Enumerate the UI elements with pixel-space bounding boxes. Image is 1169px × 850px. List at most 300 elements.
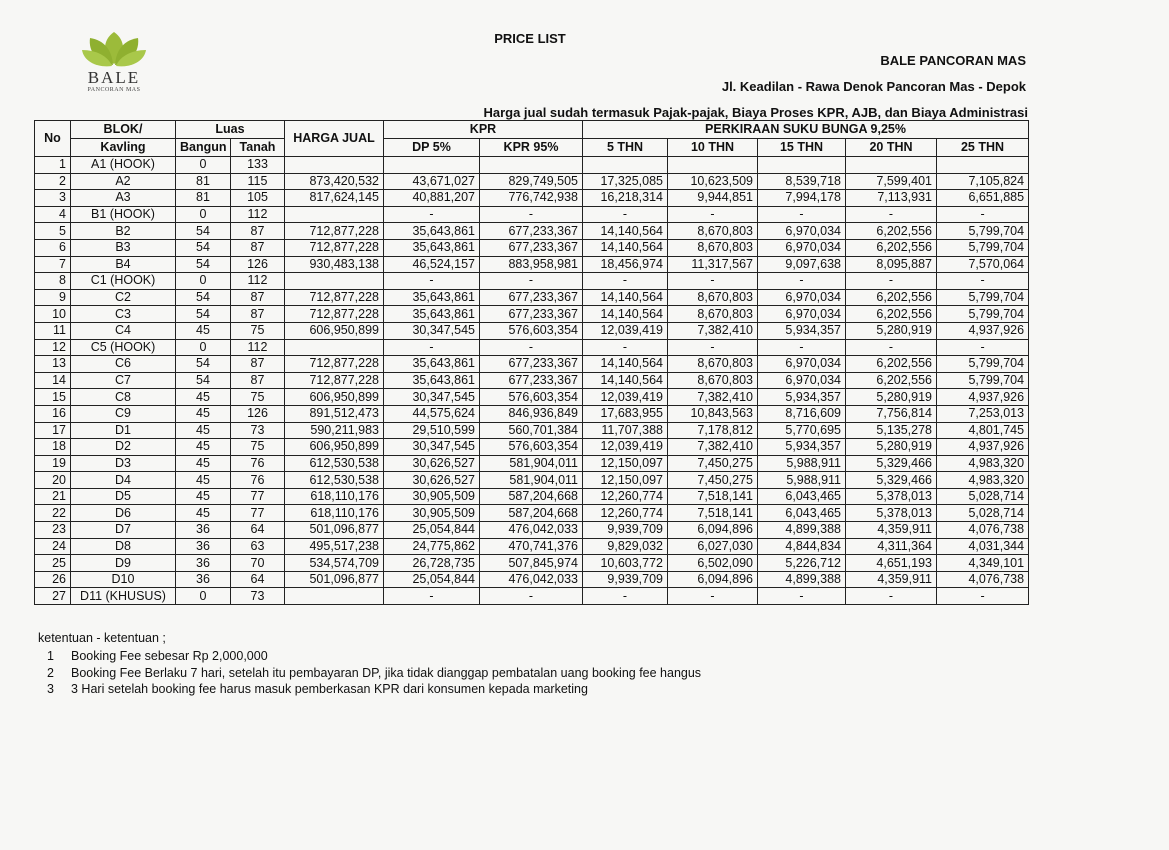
term-text: Booking Fee Berlaku 7 hari, setelah itu pembayaran DP, jika tidak dianggap pembatalan uang booking fee hangus: [71, 665, 702, 680]
cell-5thn: 11,707,388: [583, 422, 668, 439]
cell-harga-jual: 618,110,176: [285, 505, 384, 522]
cell-15thn: 4,844,834: [758, 538, 846, 555]
cell-25thn: 5,799,704: [937, 223, 1029, 240]
header-kpr: KPR: [384, 121, 583, 139]
cell-harga-jual: 712,877,228: [285, 372, 384, 389]
cell-20thn: 6,202,556: [846, 306, 937, 323]
cell-bangun: 0: [176, 339, 231, 356]
cell-15thn: 5,988,911: [758, 455, 846, 472]
cell-harga-jual: 618,110,176: [285, 488, 384, 505]
cell-5thn: 9,829,032: [583, 538, 668, 555]
cell-15thn: 6,970,034: [758, 306, 846, 323]
cell-tanah: 105: [231, 190, 285, 207]
cell-kavling: D6: [71, 505, 176, 522]
cell-dp: 35,643,861: [384, 239, 480, 256]
cell-15thn: 4,899,388: [758, 522, 846, 539]
cell-20thn: 5,329,466: [846, 455, 937, 472]
cell-10thn: -: [668, 206, 758, 223]
cell-tanah: 64: [231, 571, 285, 588]
cell-no: 8: [35, 273, 71, 290]
cell-25thn: 7,253,013: [937, 405, 1029, 422]
cell-5thn: 9,939,709: [583, 571, 668, 588]
cell-25thn: 5,799,704: [937, 356, 1029, 373]
cell-kpr95: 776,742,938: [480, 190, 583, 207]
cell-dp: 25,054,844: [384, 522, 480, 539]
cell-dp: 30,347,545: [384, 439, 480, 456]
cell-kpr95: 560,701,384: [480, 422, 583, 439]
cell-25thn: 4,937,926: [937, 389, 1029, 406]
table-row: [35, 405, 1029, 422]
cell-bangun: 81: [176, 173, 231, 190]
cell-bangun: 0: [176, 273, 231, 290]
cell-25thn: 5,028,714: [937, 505, 1029, 522]
cell-kpr95: 677,233,367: [480, 289, 583, 306]
cell-10thn: 10,843,563: [668, 405, 758, 422]
cell-no: 6: [35, 239, 71, 256]
cell-no: 24: [35, 538, 71, 555]
cell-kavling: C4: [71, 322, 176, 339]
cell-bangun: 45: [176, 389, 231, 406]
cell-10thn: 6,502,090: [668, 555, 758, 572]
cell-harga-jual: 606,950,899: [285, 322, 384, 339]
cell-kavling: A2: [71, 173, 176, 190]
cell-harga-jual: [285, 206, 384, 223]
cell-bangun: 45: [176, 472, 231, 489]
cell-kpr95: 476,042,033: [480, 571, 583, 588]
logo-subtitle: PANCORAN MAS: [87, 87, 141, 93]
cell-harga-jual: 501,096,877: [285, 571, 384, 588]
table-row: [35, 356, 1029, 373]
cell-bangun: 45: [176, 405, 231, 422]
cell-15thn: 6,970,034: [758, 356, 846, 373]
cell-25thn: 4,983,320: [937, 455, 1029, 472]
cell-5thn: 9,939,709: [583, 522, 668, 539]
cell-dp: 43,671,027: [384, 173, 480, 190]
cell-kavling: C5 (HOOK): [71, 339, 176, 356]
cell-bangun: 54: [176, 223, 231, 240]
cell-dp: 30,626,527: [384, 472, 480, 489]
cell-dp: -: [384, 588, 480, 605]
cell-15thn: 6,970,034: [758, 372, 846, 389]
cell-harga-jual: 495,517,238: [285, 538, 384, 555]
cell-5thn: 12,039,419: [583, 439, 668, 456]
cell-dp: [384, 157, 480, 174]
term-number: 1: [47, 649, 54, 663]
table-row: [35, 173, 1029, 190]
cell-tanah: 76: [231, 472, 285, 489]
header-harga-jual: HARGA JUAL: [285, 121, 384, 157]
cell-25thn: -: [937, 206, 1029, 223]
cell-no: 4: [35, 206, 71, 223]
cell-kpr95: 581,904,011: [480, 455, 583, 472]
cell-tanah: 75: [231, 389, 285, 406]
cell-kavling: C2: [71, 289, 176, 306]
cell-10thn: 7,382,410: [668, 439, 758, 456]
cell-25thn: 7,105,824: [937, 173, 1029, 190]
term-item: [38, 681, 701, 698]
table-row: [35, 422, 1029, 439]
cell-20thn: -: [846, 339, 937, 356]
header-5thn: 5 THN: [583, 139, 668, 157]
cell-kpr95: 677,233,367: [480, 223, 583, 240]
cell-kavling: D1: [71, 422, 176, 439]
cell-harga-jual: [285, 273, 384, 290]
table-row: [35, 488, 1029, 505]
cell-kpr95: 470,741,376: [480, 538, 583, 555]
price-table: [34, 120, 1029, 605]
cell-20thn: 4,359,911: [846, 522, 937, 539]
cell-15thn: 7,994,178: [758, 190, 846, 207]
cell-5thn: 12,150,097: [583, 455, 668, 472]
cell-10thn: 6,094,896: [668, 522, 758, 539]
cell-kpr95: -: [480, 206, 583, 223]
cell-tanah: 87: [231, 239, 285, 256]
cell-5thn: 16,218,314: [583, 190, 668, 207]
cell-kpr95: 587,204,668: [480, 505, 583, 522]
cell-15thn: [758, 157, 846, 174]
cell-no: 16: [35, 405, 71, 422]
cell-15thn: 6,970,034: [758, 239, 846, 256]
cell-harga-jual: 873,420,532: [285, 173, 384, 190]
cell-dp: -: [384, 273, 480, 290]
cell-kavling: D9: [71, 555, 176, 572]
cell-5thn: 14,140,564: [583, 239, 668, 256]
cell-kavling: C8: [71, 389, 176, 406]
cell-10thn: 8,670,803: [668, 306, 758, 323]
cell-tanah: 133: [231, 157, 285, 174]
cell-20thn: 6,202,556: [846, 223, 937, 240]
cell-5thn: 12,260,774: [583, 505, 668, 522]
term-item: [38, 665, 701, 682]
cell-25thn: 4,031,344: [937, 538, 1029, 555]
cell-tanah: 77: [231, 505, 285, 522]
header-no: No: [35, 121, 71, 157]
cell-10thn: 11,317,567: [668, 256, 758, 273]
term-item: [38, 648, 701, 665]
cell-25thn: 4,937,926: [937, 322, 1029, 339]
cell-tanah: 115: [231, 173, 285, 190]
cell-bangun: 54: [176, 372, 231, 389]
cell-tanah: 77: [231, 488, 285, 505]
header-25thn: 25 THN: [937, 139, 1029, 157]
cell-kpr95: 883,958,981: [480, 256, 583, 273]
cell-5thn: [583, 157, 668, 174]
cell-20thn: 5,378,013: [846, 505, 937, 522]
terms-title: ketentuan - ketentuan ;: [38, 631, 166, 645]
cell-25thn: 4,983,320: [937, 472, 1029, 489]
cell-20thn: 5,135,278: [846, 422, 937, 439]
table-row: [35, 239, 1029, 256]
cell-no: 27: [35, 588, 71, 605]
cell-5thn: 14,140,564: [583, 223, 668, 240]
cell-dp: -: [384, 339, 480, 356]
cell-dp: 30,905,509: [384, 505, 480, 522]
cell-tanah: 87: [231, 289, 285, 306]
cell-kpr95: 576,603,354: [480, 322, 583, 339]
cell-no: 9: [35, 289, 71, 306]
header-suku-bunga: PERKIRAAN SUKU BUNGA 9,25%: [583, 121, 1029, 139]
table-row: [35, 538, 1029, 555]
cell-harga-jual: [285, 588, 384, 605]
cell-15thn: 8,539,718: [758, 173, 846, 190]
cell-5thn: 17,683,955: [583, 405, 668, 422]
header-tanah: Tanah: [231, 139, 285, 157]
cell-kpr95: 829,749,505: [480, 173, 583, 190]
cell-kpr95: -: [480, 588, 583, 605]
cell-20thn: 6,202,556: [846, 372, 937, 389]
cell-kpr95: 677,233,367: [480, 239, 583, 256]
cell-10thn: 7,450,275: [668, 472, 758, 489]
cell-20thn: 8,095,887: [846, 256, 937, 273]
cell-kavling: A3: [71, 190, 176, 207]
cell-harga-jual: 712,877,228: [285, 289, 384, 306]
cell-25thn: 7,570,064: [937, 256, 1029, 273]
cell-25thn: 4,937,926: [937, 439, 1029, 456]
cell-dp: 30,347,545: [384, 389, 480, 406]
cell-harga-jual: [285, 339, 384, 356]
table-row: [35, 339, 1029, 356]
cell-dp: 35,643,861: [384, 372, 480, 389]
cell-5thn: 10,603,772: [583, 555, 668, 572]
table-row: [35, 273, 1029, 290]
table-row: [35, 322, 1029, 339]
table-row: [35, 372, 1029, 389]
cell-20thn: 5,329,466: [846, 472, 937, 489]
price-table-body: [35, 157, 1029, 605]
cell-harga-jual: 606,950,899: [285, 389, 384, 406]
cell-kavling: D8: [71, 538, 176, 555]
cell-10thn: [668, 157, 758, 174]
cell-15thn: 5,934,357: [758, 322, 846, 339]
cell-no: 20: [35, 472, 71, 489]
company-name: BALE PANCORAN MAS: [880, 53, 1026, 68]
cell-bangun: 54: [176, 306, 231, 323]
cell-25thn: 5,799,704: [937, 239, 1029, 256]
cell-kavling: D2: [71, 439, 176, 456]
table-row: [35, 306, 1029, 323]
cell-15thn: 5,226,712: [758, 555, 846, 572]
cell-5thn: 12,150,097: [583, 472, 668, 489]
cell-25thn: -: [937, 588, 1029, 605]
cell-kavling: C1 (HOOK): [71, 273, 176, 290]
cell-harga-jual: 612,530,538: [285, 472, 384, 489]
cell-dp: 40,881,207: [384, 190, 480, 207]
cell-10thn: 9,944,851: [668, 190, 758, 207]
table-row: [35, 289, 1029, 306]
cell-tanah: 112: [231, 339, 285, 356]
table-row: [35, 256, 1029, 273]
cell-10thn: 8,670,803: [668, 223, 758, 240]
cell-15thn: -: [758, 339, 846, 356]
cell-kavling: D4: [71, 472, 176, 489]
cell-25thn: -: [937, 339, 1029, 356]
cell-tanah: 73: [231, 588, 285, 605]
cell-5thn: -: [583, 273, 668, 290]
cell-15thn: 6,043,465: [758, 505, 846, 522]
header-kavling: Kavling: [71, 139, 176, 157]
cell-15thn: -: [758, 273, 846, 290]
cell-15thn: -: [758, 588, 846, 605]
cell-kpr95: 677,233,367: [480, 356, 583, 373]
table-row: [35, 472, 1029, 489]
cell-harga-jual: 501,096,877: [285, 522, 384, 539]
cell-bangun: 45: [176, 322, 231, 339]
cell-25thn: 4,801,745: [937, 422, 1029, 439]
term-number: 3: [47, 682, 54, 696]
cell-tanah: 112: [231, 273, 285, 290]
term-text: Booking Fee sebesar Rp 2,000,000: [71, 649, 268, 663]
table-row: [35, 522, 1029, 539]
cell-dp: 35,643,861: [384, 356, 480, 373]
table-row: [35, 571, 1029, 588]
cell-kpr95: 581,904,011: [480, 472, 583, 489]
bale-logo: [76, 30, 152, 98]
cell-tanah: 76: [231, 455, 285, 472]
cell-20thn: 5,280,919: [846, 439, 937, 456]
cell-20thn: -: [846, 206, 937, 223]
cell-bangun: 0: [176, 588, 231, 605]
cell-10thn: -: [668, 588, 758, 605]
cell-25thn: 6,651,885: [937, 190, 1029, 207]
cell-harga-jual: 712,877,228: [285, 239, 384, 256]
page-title: PRICE LIST: [494, 31, 566, 46]
cell-no: 14: [35, 372, 71, 389]
cell-dp: -: [384, 206, 480, 223]
cell-15thn: 8,716,609: [758, 405, 846, 422]
cell-tanah: 112: [231, 206, 285, 223]
cell-no: 18: [35, 439, 71, 456]
cell-tanah: 63: [231, 538, 285, 555]
cell-bangun: 54: [176, 256, 231, 273]
cell-10thn: 7,518,141: [668, 505, 758, 522]
cell-15thn: 6,043,465: [758, 488, 846, 505]
cell-harga-jual: 590,211,983: [285, 422, 384, 439]
cell-bangun: 54: [176, 289, 231, 306]
cell-kpr95: 576,603,354: [480, 389, 583, 406]
cell-no: 5: [35, 223, 71, 240]
cell-harga-jual: 712,877,228: [285, 223, 384, 240]
cell-kavling: D7: [71, 522, 176, 539]
table-row: [35, 555, 1029, 572]
cell-bangun: 45: [176, 505, 231, 522]
table-row: [35, 190, 1029, 207]
cell-5thn: 14,140,564: [583, 372, 668, 389]
cell-20thn: -: [846, 588, 937, 605]
header-dp: DP 5%: [384, 139, 480, 157]
table-row: [35, 389, 1029, 406]
header-10thn: 10 THN: [668, 139, 758, 157]
cell-25thn: 5,799,704: [937, 372, 1029, 389]
cell-5thn: -: [583, 339, 668, 356]
cell-no: 21: [35, 488, 71, 505]
cell-dp: 29,510,599: [384, 422, 480, 439]
cell-harga-jual: [285, 157, 384, 174]
cell-25thn: 4,349,101: [937, 555, 1029, 572]
cell-5thn: -: [583, 588, 668, 605]
cell-dp: 44,575,624: [384, 405, 480, 422]
cell-kpr95: -: [480, 273, 583, 290]
header-blok: BLOK/: [71, 121, 176, 139]
cell-no: 1: [35, 157, 71, 174]
price-note: Harga jual sudah termasuk Pajak-pajak, Biaya Proses KPR, AJB, dan Biaya Administrasi: [483, 105, 1028, 120]
cell-dp: 35,643,861: [384, 306, 480, 323]
header-kpr95: KPR 95%: [480, 139, 583, 157]
cell-5thn: 14,140,564: [583, 289, 668, 306]
cell-tanah: 75: [231, 439, 285, 456]
cell-20thn: 5,280,919: [846, 389, 937, 406]
cell-10thn: 8,670,803: [668, 239, 758, 256]
cell-no: 22: [35, 505, 71, 522]
cell-kavling: B4: [71, 256, 176, 273]
cell-5thn: 12,039,419: [583, 389, 668, 406]
cell-tanah: 126: [231, 405, 285, 422]
cell-20thn: 6,202,556: [846, 356, 937, 373]
cell-no: 7: [35, 256, 71, 273]
cell-dp: 35,643,861: [384, 223, 480, 240]
cell-harga-jual: 891,512,473: [285, 405, 384, 422]
cell-15thn: 5,934,357: [758, 389, 846, 406]
cell-5thn: 14,140,564: [583, 356, 668, 373]
cell-10thn: 10,623,509: [668, 173, 758, 190]
header-15thn: 15 THN: [758, 139, 846, 157]
cell-kavling: B1 (HOOK): [71, 206, 176, 223]
table-row: [35, 439, 1029, 456]
cell-20thn: -: [846, 273, 937, 290]
cell-10thn: 6,094,896: [668, 571, 758, 588]
cell-no: 12: [35, 339, 71, 356]
cell-10thn: 7,382,410: [668, 322, 758, 339]
cell-kpr95: 677,233,367: [480, 306, 583, 323]
header-bangun: Bangun: [176, 139, 231, 157]
cell-no: 15: [35, 389, 71, 406]
cell-dp: 26,728,735: [384, 555, 480, 572]
cell-kavling: C6: [71, 356, 176, 373]
cell-dp: 30,347,545: [384, 322, 480, 339]
terms-section: [38, 631, 701, 698]
header-20thn: 20 THN: [846, 139, 937, 157]
cell-bangun: 36: [176, 571, 231, 588]
cell-tanah: 70: [231, 555, 285, 572]
cell-no: 3: [35, 190, 71, 207]
cell-dp: 25,054,844: [384, 571, 480, 588]
cell-15thn: 6,970,034: [758, 289, 846, 306]
cell-25thn: [937, 157, 1029, 174]
cell-10thn: -: [668, 273, 758, 290]
cell-kavling: C3: [71, 306, 176, 323]
cell-tanah: 64: [231, 522, 285, 539]
cell-kavling: D10: [71, 571, 176, 588]
cell-bangun: 81: [176, 190, 231, 207]
cell-25thn: 4,076,738: [937, 571, 1029, 588]
cell-no: 11: [35, 322, 71, 339]
term-text: 3 Hari setelah booking fee harus masuk pemberkasan KPR dari konsumen kepada marketing: [71, 682, 588, 696]
table-row: [35, 588, 1029, 605]
cell-bangun: 54: [176, 356, 231, 373]
cell-20thn: 7,599,401: [846, 173, 937, 190]
cell-tanah: 87: [231, 306, 285, 323]
cell-kpr95: -: [480, 339, 583, 356]
cell-20thn: 4,311,364: [846, 538, 937, 555]
cell-5thn: 14,140,564: [583, 306, 668, 323]
cell-kpr95: 507,845,974: [480, 555, 583, 572]
cell-kavling: B3: [71, 239, 176, 256]
table-row: [35, 455, 1029, 472]
cell-harga-jual: 712,877,228: [285, 356, 384, 373]
cell-kavling: C9: [71, 405, 176, 422]
cell-10thn: 7,450,275: [668, 455, 758, 472]
cell-20thn: 6,202,556: [846, 239, 937, 256]
cell-15thn: 5,770,695: [758, 422, 846, 439]
